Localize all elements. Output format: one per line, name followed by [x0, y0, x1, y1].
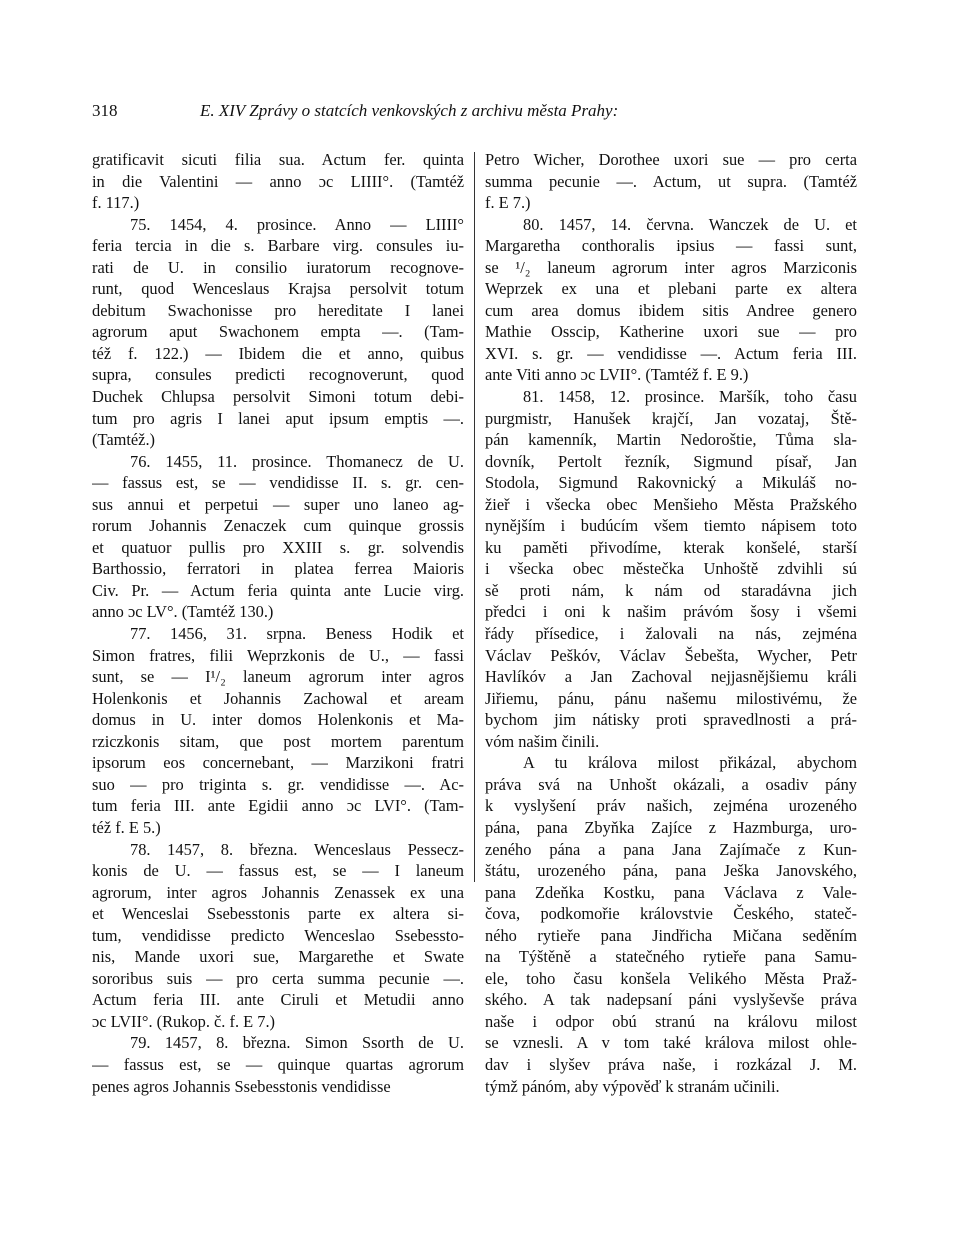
text-line: domus in U. inter domos Holenkonis et Ma- — [92, 710, 464, 730]
text-line: se vznesli. A v tom také králova milost ohle- — [485, 1033, 857, 1053]
text-line: dav i slyšev práva naše, i rozkázal J. M. — [485, 1054, 857, 1074]
text-line: sunt, se — I¹/₂ laneum agrorum inter agros — [92, 667, 464, 687]
text-line: žieř i všecka obec Menšieho Města Pražského — [485, 494, 857, 514]
text-line: gratificavit sicuti filia sua. Actum fer. quinta — [92, 150, 464, 169]
left-text-column — [92, 149, 464, 1097]
text-line: Havlíkóv a Jan Zachoval nejjasnějšiemu králi — [485, 667, 857, 687]
text-line: k vyslyšení práv našich, zejména urozeného — [485, 796, 857, 816]
text-line: purgmistr, Hanušek krajčí, Jan vozataj, Ště- — [485, 408, 857, 428]
text-line: A tu králova milost přikázal, abychom — [523, 753, 857, 773]
text-line: Simon fratres, filii Weprzkonis de U., — fassi — [92, 645, 464, 665]
running-title: E. XIV Zprávy o statcích venkovských z archivu města Prahy: — [200, 101, 619, 120]
text-line: tum, vendidisse predicto Wenceslao Ssebessto- — [92, 925, 464, 945]
text-line: Jiřiemu, pánu, pánu našemu milostivému, že — [485, 688, 857, 708]
text-line: supra, consules predicti recognoverunt, quod — [92, 365, 464, 385]
text-line: Petro Wicher, Dorothee uxori sue — pro certa — [485, 150, 857, 169]
text-line: též f. E 5.) — [92, 817, 161, 837]
text-line: sě proti nám, k nám od staradávna jich — [485, 580, 857, 600]
text-line: řády přísedice, i žalovali na nás, zejména — [485, 624, 857, 644]
text-line: summa pecunie —. Actum, ut supra. (Tamtéž — [485, 171, 857, 191]
text-line: 80. 1457, 14. června. Wanczek de U. et — [523, 214, 857, 234]
text-line: pána, pana Zbyňka Zajíce z Hazmburga, uro- — [485, 817, 857, 837]
text-line: ského. A tak nadepsaní páni vyslyševše práva — [485, 990, 857, 1010]
text-line: XVI. s. gr. — vendidisse —. Actum feria III. — [485, 343, 857, 363]
text-line: Mathie Osscip, Katherine uxori sue — pro — [485, 322, 857, 342]
text-line: předci i oni k našim právóm šosy i všemi — [485, 602, 857, 622]
text-line: Václav Peškóv, Václav Šebešta, Wycher, Petr — [485, 645, 857, 665]
text-line: práva svá na Unhošt okázali, a osadiv pány — [485, 774, 857, 794]
text-line: — fassus est, se — quinque quartas agrorum — [92, 1054, 464, 1074]
text-line: cum area domus ibidem sitis Andree genero — [485, 300, 857, 320]
text-line: tum pro agris I lanei aput ipsum emptis —. — [92, 408, 464, 428]
text-line: nis, Mande uxori sue, Margarethe et Swate — [92, 947, 464, 967]
column-divider — [474, 152, 475, 882]
text-line: ného rytieře pana Jindřicha Mičana seděním — [485, 925, 857, 945]
text-line: et quatuor pullis pro XXIII s. gr. solvendis — [92, 537, 464, 557]
text-line: in die Valentini — anno ɔc LIIII°. (Tamtéž — [92, 171, 464, 191]
text-line: Actum feria III. ante Ciruli et Metudii anno — [92, 990, 464, 1010]
text-line: dovník, Pertolt řezník, Sigmund písař, Jan — [485, 451, 857, 471]
text-line: debitum Swachonisse pro hereditate I lanei — [92, 300, 464, 320]
text-line: čova, podkomořie královstvie Českého, stateč- — [485, 904, 857, 924]
text-line: ipsorum eos concernebant, — Marzikoni fratri — [92, 753, 464, 773]
text-line: též f. 122.) — Ibidem die et anno, quibus — [92, 343, 464, 363]
text-line: bychom jim nátisky proti spravedlnosti a prá- — [485, 710, 857, 730]
text-line: rorum Johannis Zenaczek cum quinque grossis — [92, 516, 464, 536]
text-line: vóm našim činili. — [485, 731, 600, 751]
right-text-column — [485, 149, 857, 1097]
text-line: sus annui et perpetui — super uno laneo ag- — [92, 494, 464, 514]
text-line: 77. 1456, 31. srpna. Beness Hodik et — [130, 624, 464, 644]
text-line: naše i odpor obú stranú na královu milost — [485, 1011, 857, 1031]
text-line: nynějším i budúcím všem tiemto nápisem toto — [485, 516, 857, 536]
text-line: f. E 7.) — [485, 193, 531, 213]
text-line: Weprzek ex una et plebani parte ex altera — [485, 279, 857, 299]
text-line: Margaretha conthoralis ipsius — fassi sunt, — [485, 236, 857, 256]
text-line: suo — pro triginta s. gr. vendidisse —. Ac- — [92, 774, 464, 794]
text-line: f. 117.) — [92, 193, 140, 213]
page-number: 318 — [92, 101, 118, 120]
text-line: týmž pánóm, aby výpověď k stranám učinili. — [485, 1076, 780, 1096]
text-line: sororibus suis — pro certa summa pecunie —. — [92, 968, 464, 988]
text-line: 81. 1458, 12. prosince. Maršík, toho času — [523, 387, 857, 407]
text-line: pana Zdeňka Kostku, pana Václava z Vale- — [485, 882, 857, 902]
text-line: Barthossio, ferratori in platea ferrea Maioris — [92, 559, 464, 579]
text-line: zeného pána a pana Jana Zajímače z Kun- — [485, 839, 857, 859]
text-line: agrorum aput Swachonem empta —. (Tam- — [92, 322, 464, 342]
text-line: 79. 1457, 8. března. Simon Ssorth de U. — [130, 1033, 464, 1053]
text-line: 75. 1454, 4. prosince. Anno — LIIII° — [130, 214, 464, 234]
text-line: et Wenceslai Ssebesstonis parte ex altera si- — [92, 904, 464, 924]
text-line: Duchek Chlupsa persolvit Simoni totum debi- — [92, 387, 464, 407]
text-line: runt, quod Wenceslaus Krajsa persolvit totum — [92, 279, 464, 299]
text-line: tum feria III. ante Egidii anno ɔc LVI°. (Tam- — [92, 796, 464, 816]
text-line: ante Viti anno ɔc LVII°. (Tamtéž f. E 9.) — [485, 365, 749, 385]
text-line: ɔc LVII°. (Rukop. č. f. E 7.) — [92, 1011, 276, 1031]
text-line: anno ɔc LV°. (Tamtéž 130.) — [92, 602, 274, 622]
text-line: ele, toho času konšela Velikého Města Praž- — [485, 968, 857, 988]
text-line: pán kamenník, Martin Nedoroštie, Tůma sla- — [485, 430, 857, 450]
text-line: 76. 1455, 11. prosince. Thomanecz de U. — [130, 451, 464, 471]
text-line: ku paměti přivodíme, kterak konšelé, starší — [485, 537, 857, 557]
text-line: agrorum, inter agros Johannis Zenassek ex una — [92, 882, 464, 902]
text-line: — fassus est, se — vendidisse II. s. gr. cen- — [92, 473, 464, 493]
text-line: Stodola, Sigmund Rakovnický a Mikuláš no- — [485, 473, 857, 493]
page-header — [92, 98, 882, 124]
text-line: 78. 1457, 8. března. Wenceslaus Pessecz- — [130, 839, 464, 859]
text-line: Civ. Pr. — Actum feria quinta ante Lucie virg. — [92, 580, 464, 600]
text-line: rati de U. in consilio iuratorum recognove- — [92, 257, 464, 277]
text-line: i všecka obec městečka Unhoště zdvihli sú — [485, 559, 857, 579]
text-line: rziczkonis sitam, que post mortem parentum — [92, 731, 464, 751]
text-line: štátu, urozeného pána, pana Ješka Janovského, — [485, 861, 857, 881]
text-line: konis de U. — fassus est, se — I laneum — [92, 861, 464, 881]
text-line: na Týštěně a statečného rytieře pana Samu- — [485, 947, 857, 967]
text-line: Holenkonis et Johannis Zachowal et aream — [92, 688, 464, 708]
text-line: penes agros Johannis Ssebesstonis vendidisse — [92, 1076, 391, 1096]
text-line: se ¹/₂ laneum agrorum inter agros Marziconis — [485, 257, 857, 277]
text-line: feria tercia in die s. Barbare virg. consules iu- — [92, 236, 464, 256]
text-line: (Tamtéž.) — [92, 430, 156, 450]
